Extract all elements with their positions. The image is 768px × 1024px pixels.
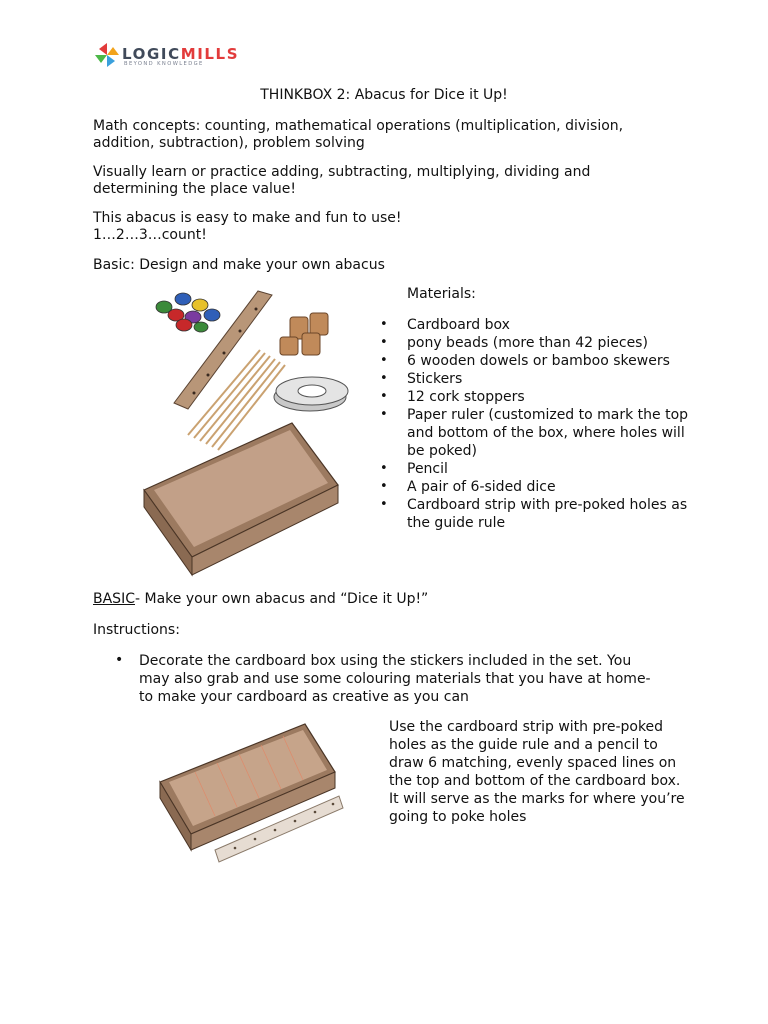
logo-tagline: BEYOND KNOWLEDGE (124, 61, 204, 67)
basic-rest: - Make your own abacus and “Dice it Up!” (134, 591, 429, 607)
materials-section (380, 286, 700, 532)
math-concepts-text: Math concepts: counting, mathematical operations (multiplication, division, addition, subtraction), problem solving (93, 118, 624, 151)
instruction-item (115, 652, 665, 706)
tape-roll-icon (274, 377, 348, 411)
materials-heading: Materials: (407, 286, 476, 302)
instructions-heading: Instructions: (93, 622, 180, 638)
page-title: THINKBOX 2: Abacus for Dice it Up! (260, 87, 508, 103)
basic-section-heading (93, 591, 653, 608)
easy-line-2: 1…2…3…count! (93, 227, 207, 243)
instruction-2-text: Use the cardboard strip with pre-poked holes as the guide rule and a pencil to draw 6 matching, evenly spaced lines on the top and bottom of the cardboard box. It will serve as the marks for where you’re going to poke holes (389, 719, 685, 825)
instruction-1-text: Decorate the cardboard box using the stickers included in the set. You may also grab and use some colouring materials that you have at home- to make your cardboard as creative as you can (139, 653, 651, 705)
cork-stoppers-icon (280, 313, 328, 355)
bullet-dot: • (115, 652, 124, 668)
basic-label: BASIC (93, 591, 135, 607)
list-item: • Cardboard box (380, 316, 700, 334)
list-item: • Paper ruler (customized to mark the top and bottom of the box, where holes will be poked) (380, 406, 700, 460)
box-guide-illustration (155, 712, 355, 872)
pinwheel-logo-icon (94, 42, 120, 68)
list-item: • A pair of 6-sided dice (380, 478, 700, 496)
materials-illustration (140, 285, 370, 580)
cardboard-box-icon (160, 724, 335, 850)
list-item: • Pencil (380, 460, 700, 478)
materials-list (380, 316, 700, 532)
list-item: • Cardboard strip with pre-poked holes as the guide rule (380, 496, 700, 532)
list-item: • 12 cork stoppers (380, 388, 700, 406)
cardboard-box-icon (144, 423, 338, 575)
pony-beads-icon (156, 293, 220, 332)
basic-design-text: Basic: Design and make your own abacus (93, 257, 385, 273)
list-item: • pony beads (more than 42 pieces) (380, 334, 700, 352)
logo-wordmark: LOGICMILLS (122, 45, 240, 63)
list-item: • Stickers (380, 370, 700, 388)
visual-learn-text: Visually learn or practice adding, subtracting, multiplying, dividing and determining the place value! (93, 164, 591, 197)
easy-line-1: This abacus is easy to make and fun to use! (93, 210, 402, 226)
list-item: • 6 wooden dowels or bamboo skewers (380, 352, 700, 370)
logo (94, 42, 254, 70)
